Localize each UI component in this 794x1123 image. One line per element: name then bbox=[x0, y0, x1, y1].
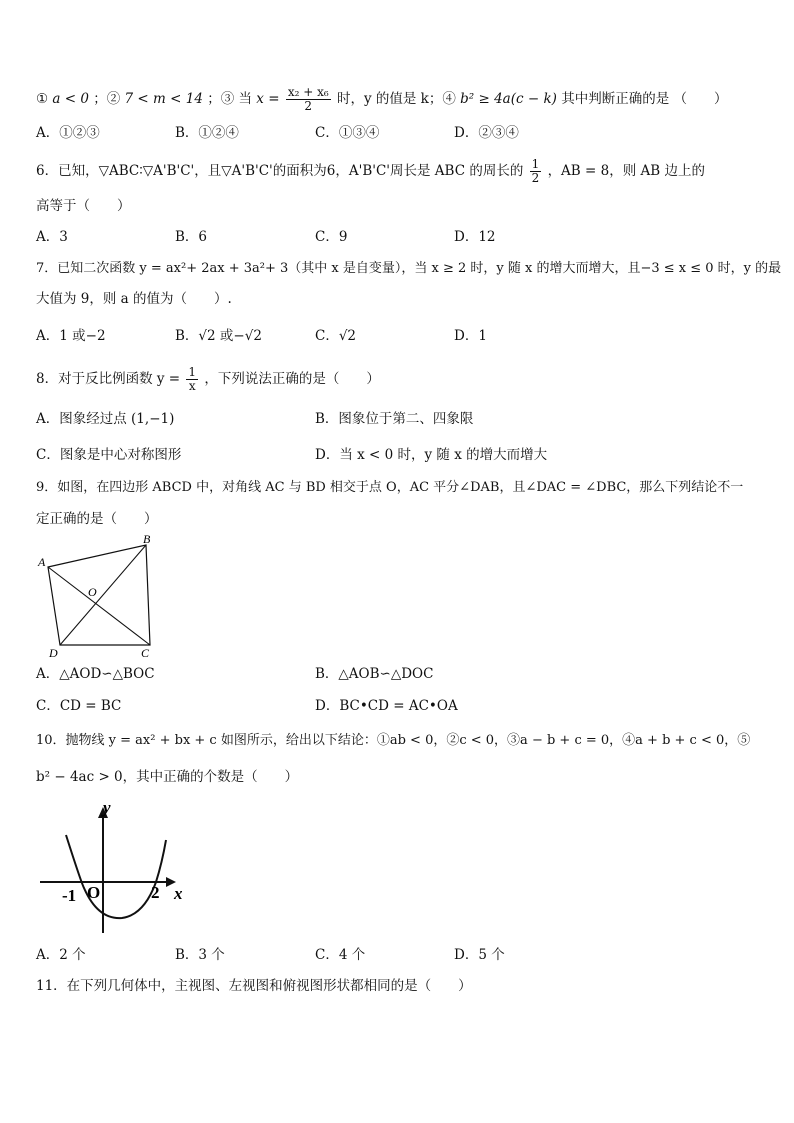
q8-fraction bbox=[186, 366, 198, 393]
q10-option-d[interactable]: D．5 个 bbox=[454, 947, 505, 963]
q8-option-a[interactable]: A．图象经过点 (1,−1) bbox=[36, 411, 175, 427]
q7-line1: 7．已知二次函数 y = ax²+ 2ax + 3a²+ 3（其中 x 是自变量），当 x ≥ 2 时，y 随 x 的增大而增大，且−3 ≤ x ≤ 0 时，y 的最 bbox=[36, 261, 782, 276]
q9-option-a[interactable]: A．△AOD∽△BOC bbox=[36, 666, 155, 682]
q5-option-b[interactable]: B．①②④ bbox=[175, 125, 239, 141]
label-o: O bbox=[88, 585, 97, 599]
label-two: 2 bbox=[151, 883, 160, 902]
q5-frac-num: x₂ + x₆ bbox=[287, 85, 329, 99]
q10-option-b[interactable]: B．3 个 bbox=[175, 947, 225, 963]
q8-part2: ，下列说法正确的是（ ） bbox=[204, 371, 380, 387]
q6-part2: ，AB = 8，则 AB 边上的 bbox=[547, 163, 705, 179]
q9-option-d[interactable]: D．BC•CD = AC•OA bbox=[315, 698, 458, 714]
diagonal-ac bbox=[48, 567, 150, 645]
q11-line1: 11．在下列几何体中，主视图、左视图和俯视图形状都相同的是（ ） bbox=[36, 978, 472, 994]
q6-fraction bbox=[530, 158, 542, 185]
label-origin: O bbox=[87, 883, 101, 902]
label-a: A bbox=[38, 555, 46, 569]
q9-line2: 定正确的是（ ） bbox=[36, 511, 158, 527]
q6-frac-num: 1 bbox=[531, 157, 540, 171]
quadrilateral-abcd bbox=[48, 545, 150, 645]
q9-line1: 9．如图，在四边形 ABCD 中，对角线 AC 与 BD 相交于点 O，AC 平分∠DAB，且∠DAC = ∠DBC，那么下列结论不一 bbox=[36, 480, 744, 495]
q5-sep2: ；③ 当 bbox=[207, 91, 257, 107]
parabola-figure bbox=[36, 795, 196, 935]
label-c: C bbox=[141, 646, 150, 658]
label-b: B bbox=[143, 532, 151, 546]
q5-frac-den: 2 bbox=[304, 99, 313, 113]
q5-option-a[interactable]: A．①②③ bbox=[36, 125, 100, 141]
q5-expr1: a < 0 bbox=[52, 91, 89, 107]
q6-option-b[interactable]: B．6 bbox=[175, 229, 208, 245]
q7-option-d[interactable]: D．1 bbox=[454, 328, 487, 344]
q10-option-c[interactable]: C．4 个 bbox=[315, 947, 366, 963]
q5-expr3-tail: 时，y 的值是 k；④ bbox=[336, 91, 461, 107]
diagonal-bd bbox=[60, 545, 146, 645]
q6-option-c[interactable]: C．9 bbox=[315, 229, 348, 245]
q7-option-a[interactable]: A．1 或−2 bbox=[36, 328, 106, 344]
q7-option-c[interactable]: C．√2 bbox=[315, 328, 357, 344]
quadrilateral-figure bbox=[36, 530, 166, 658]
q7-line2: 大值为 9，则 a 的值为（ ）. bbox=[36, 291, 232, 307]
q10-line2: b² − 4ac > 0，其中正确的个数是（ ） bbox=[36, 769, 299, 785]
q5-text-a: ① bbox=[36, 91, 53, 107]
q6-option-a[interactable]: A．3 bbox=[36, 229, 68, 245]
q5-expr4: b² ≥ 4a(c − k) bbox=[460, 91, 557, 107]
q8-option-c[interactable]: C．图象是中心对称图形 bbox=[36, 447, 182, 463]
label-d: D bbox=[49, 646, 58, 658]
parabola-curve bbox=[66, 835, 166, 918]
q5-expr3-lhs: x = bbox=[256, 91, 280, 107]
q5-expr2: 7 < m < 14 bbox=[124, 91, 203, 107]
label-neg1: -1 bbox=[62, 886, 77, 905]
q6-part1: 6．已知，▽ABC∶▽A'B'C'，且▽A'B'C'的面积为6，A'B'C'周长是 ABC 的周长的 bbox=[36, 163, 524, 179]
q8-statement bbox=[36, 366, 380, 393]
q10-option-a[interactable]: A．2 个 bbox=[36, 947, 86, 963]
q5-tail: 其中判断正确的是 （ ） bbox=[561, 91, 728, 107]
q5-fraction bbox=[286, 86, 331, 113]
q9-option-c[interactable]: C．CD = BC bbox=[36, 698, 122, 714]
q8-part1: 8．对于反比例函数 y = bbox=[36, 371, 181, 387]
q5-sep1: ；② bbox=[93, 91, 125, 107]
q8-option-b[interactable]: B．图象位于第二、四象限 bbox=[315, 411, 474, 427]
x-label: x bbox=[174, 884, 183, 903]
q6-option-d[interactable]: D．12 bbox=[454, 229, 496, 245]
q6-line2: 高等于（ ） bbox=[36, 198, 131, 214]
q8-frac-num: 1 bbox=[188, 365, 197, 379]
q6-frac-den: 2 bbox=[531, 171, 540, 185]
q5-statement bbox=[36, 86, 728, 113]
q8-frac-den: x bbox=[188, 379, 196, 393]
q8-option-d[interactable]: D．当 x < 0 时，y 随 x 的增大而增大 bbox=[315, 447, 548, 463]
q6-statement bbox=[36, 158, 705, 185]
q5-option-d[interactable]: D．②③④ bbox=[454, 125, 519, 141]
y-label: y bbox=[103, 798, 111, 817]
q5-option-c[interactable]: C．①③④ bbox=[315, 125, 380, 141]
q9-option-b[interactable]: B．△AOB∽△DOC bbox=[315, 666, 434, 682]
q10-line1: 10．抛物线 y = ax² + bx + c 如图所示，给出以下结论：①ab < 0，②c < 0，③a − b + c = 0，④a + b + c < 0，⑤ bbox=[36, 733, 751, 748]
q7-option-b[interactable]: B．√2 或−√2 bbox=[175, 328, 262, 344]
